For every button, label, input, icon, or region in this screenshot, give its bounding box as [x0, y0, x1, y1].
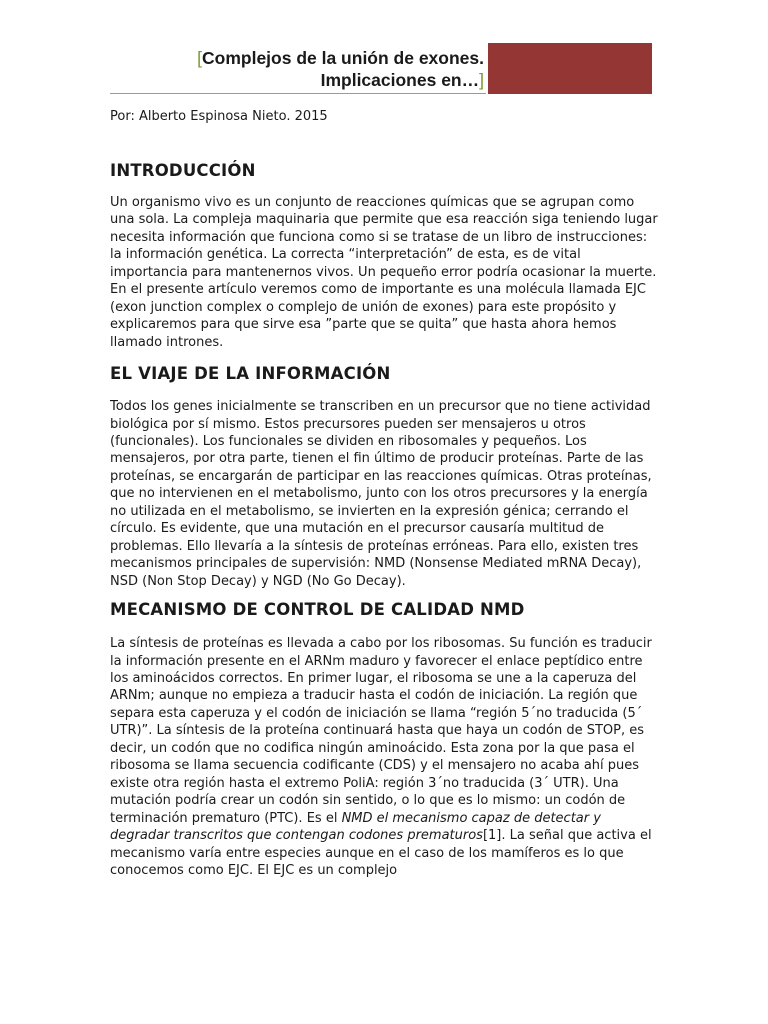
document-title: [110, 43, 486, 94]
nmd-text-end: [1]. La señal que activa el mecanismo varía entre especies aunque en el caso de los mamíferos es lo que conocemos como EJC. El EJC es un complejo: [110, 828, 652, 878]
heading-viaje-informacion: EL VIAJE DE LA INFORMACIÓN: [110, 364, 391, 384]
document-header: [110, 43, 652, 95]
title-bracket-close: ]: [479, 70, 484, 90]
heading-mecanismo-nmd: MECANISMO DE CONTROL DE CALIDAD NMD: [110, 600, 525, 620]
title-line-2: [110, 69, 484, 91]
title-text-1: Complejos de la unión de exones.: [202, 48, 484, 68]
header-color-block: [488, 43, 652, 94]
title-line-1: [110, 47, 484, 69]
paragraph-introduccion: Un organismo vivo es un conjunto de reacciones químicas que se agrupan como una sola. La compleja maquinaria que permite que esa reacción siga teniendo lugar necesita información que funciona como si se tratase de un libro de instrucciones: la información genética. La correcta “interpretación” de esta, es de vital importancia para mantenernos vivos. Un pequeño error podría ocasionar la muerte. En el presente artículo veremos como de importante es una molécula llamada EJC (exon junction complex o complejo de unión de exones) para este propósito y explicaremos para que sirve esa ”parte que se quita” que hasta ahora hemos llamado intrones.: [110, 195, 658, 350]
heading-introduccion: INTRODUCCIÓN: [110, 161, 256, 180]
title-text-2: Implicaciones en…: [320, 70, 480, 90]
document-body: [110, 160, 658, 879]
nmd-text-italic: NMD el mecanismo capaz de detectar y degradar transcritos que contengan codones prematuros: [110, 810, 601, 844]
paragraph-mecanismo-nmd: [110, 635, 658, 879]
author-byline: Por: Alberto Espinosa Nieto. 2015: [110, 109, 328, 124]
title-bracket-open: [: [197, 48, 202, 68]
paragraph-viaje-informacion: Todos los genes inicialmente se transcriben en un precursor que no tiene actividad biológica por sí mismo. Estos precursores pueden ser mensajeros u otros (funcionales). Los funcionales se dividen en ribosomales y pequeños. Los mensajeros, por otra parte, tienen el fin último de producir proteínas. Parte de las proteínas, se encargarán de participar en las reacciones químicas. Otras proteínas, que no intervienen en el metabolismo, junto con los otros precursores y la energía no utilizada en el metabolismo, se invierten en la expresión génica; cerrando el círculo. Es evidente, que una mutación en el precursor causaría multitud de problemas. Ello llevaría a la síntesis de proteínas erróneas. Para ello, existen tres mecanismos principales de supervisión: NMD (Nonsense Mediated mRNA Decay), NSD (Non Stop Decay) y NGD (No Go Decay).: [110, 399, 652, 589]
nmd-text-start: La síntesis de proteínas es llevada a cabo por los ribosomas. Su función es traducir la información presente en el ARNm maduro y favorecer el enlace peptídico entre los aminoácidos correctos. En primer lugar, el ribosoma se une a la caperuza del ARNm; aunque no empieza a traducir hasta el codón de iniciación. La región que separa esta caperuza y el codón de iniciación se llama “región 5´no traducida (5´ UTR)”. La síntesis de la proteína continuará hasta que haya un codón de STOP, es decir, un codón que no codifica ningún aminoácido. Esta zona por la que pasa el ribosoma se llama secuencia codificante (CDS) y el mensajero no acaba ahí pues existe otra región hasta el extremo PoliA: región 3´no traducida (3´ UTR). Una mutación podría crear un codón sin sentido, o lo que es lo mismo: un codón de terminación prematuro (PTC). Es el: [110, 636, 652, 826]
